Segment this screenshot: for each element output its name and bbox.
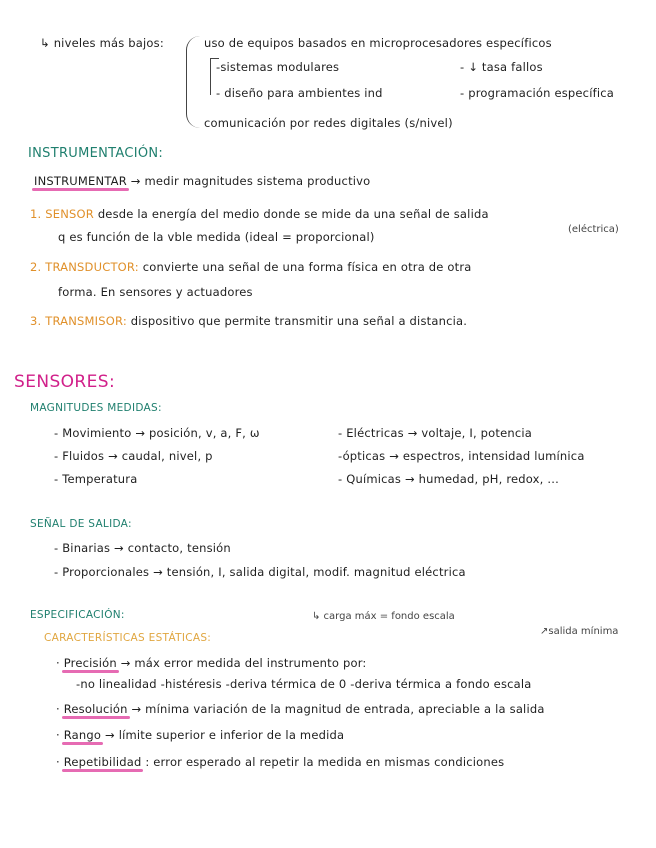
sensor-text-2: q es función de la vble medida (ideal = proporcional): [58, 230, 375, 244]
transductor-num: 2. TRANSDUCTOR:: [30, 260, 139, 274]
salida-heading: SEÑAL DE SALIDA:: [30, 518, 132, 530]
transductor-text: convierte una señal de una forma física en otra de otra: [142, 260, 472, 274]
estaticas-heading: CARACTERÍSTICAS ESTÁTICAS:: [44, 632, 212, 644]
repetibilidad-text: : error esperado al repetir la medida en mismas condiciones: [145, 755, 505, 769]
transmisor-text: dispositivo que permite transmitir una señal a distancia.: [130, 314, 468, 328]
instrumentar-text: → medir magnitudes sistema productivo: [130, 174, 371, 188]
precision-term: Precisión: [63, 656, 117, 670]
niveles-line-1: uso de equipos basados en microprocesadores específicos: [204, 36, 552, 50]
magnitud-right-3: - Químicas → humedad, pH, redox, ...: [338, 472, 559, 486]
resolucion-item: · Resolución → mínima variación de la magnitud de entrada, apreciable a la salida: [56, 702, 545, 716]
instrumentar-definition: [34, 174, 370, 188]
magnitud-right-1: - Eléctricas → voltaje, I, potencia: [338, 426, 533, 440]
magnitud-right-2: -ópticas → espectros, intensidad lumínica: [338, 449, 585, 463]
rango-text: → límite superior e inferior de la medida: [105, 728, 345, 742]
transmisor-num: 3. TRANSMISOR:: [30, 314, 127, 328]
salida-minima-note: ↗salida mínima: [540, 626, 619, 637]
instrumentacion-heading: INSTRUMENTACIÓN:: [28, 146, 164, 161]
sensor-num: 1. SENSOR: [30, 207, 94, 221]
precision-item: · Precisión → máx error medida del instrumento por:: [56, 656, 367, 670]
magnitud-left-2: - Fluidos → caudal, nivel, p: [54, 449, 213, 463]
sensor-note: (eléctrica): [568, 224, 619, 235]
magnitud-left-3: - Temperatura: [54, 472, 138, 486]
brace-bracket: [186, 36, 201, 128]
resolucion-text: → mínima variación de la magnitud de entrada, apreciable a la salida: [131, 702, 545, 716]
sensor-item: [30, 207, 489, 221]
resolucion-term: Resolución: [63, 702, 128, 716]
salida-item-1: - Binarias → contacto, tensión: [54, 541, 231, 555]
precision-sub: -no linealidad -histéresis -deriva térmica de 0 -deriva térmica a fondo escala: [76, 677, 532, 691]
salida-item-2: - Proporcionales → tensión, I, salida digital, modif. magnitud eléctrica: [54, 565, 466, 579]
precision-text: → máx error medida del instrumento por:: [120, 656, 367, 670]
transductor-item: [30, 260, 472, 274]
rango-term: Rango: [63, 728, 102, 742]
niveles-line-4: comunicación por redes digitales (s/nivel): [204, 116, 453, 130]
niveles-sub-1-right: - ↓ tasa fallos: [460, 60, 543, 74]
especificacion-heading: ESPECIFICACIÓN:: [30, 609, 125, 621]
sensor-text: desde la energía del medio donde se mide da una señal de salida: [97, 207, 489, 221]
repetibilidad-term: Repetibilidad: [63, 755, 142, 769]
sensores-heading: SENSORES:: [14, 372, 116, 392]
niveles-sub-2: - diseño para ambientes ind: [216, 86, 383, 100]
instrumentar-term: INSTRUMENTAR: [34, 174, 127, 188]
magnitud-left-1: - Movimiento → posición, v, a, F, ω: [54, 426, 260, 440]
niveles-sub-2-right: - programación específica: [460, 86, 615, 100]
carga-note: ↳ carga máx = fondo escala: [312, 611, 455, 622]
rango-item: · Rango → límite superior e inferior de la medida: [56, 728, 345, 742]
niveles-label: ↳ niveles más bajos:: [40, 36, 164, 50]
niveles-sub-1: -sistemas modulares: [216, 60, 340, 74]
transductor-text-2: forma. En sensores y actuadores: [58, 285, 253, 299]
transmisor-item: [30, 314, 467, 328]
magnitudes-heading: MAGNITUDES MEDIDAS:: [30, 402, 162, 414]
repetibilidad-item: · Repetibilidad : error esperado al repetir la medida en mismas condiciones: [56, 755, 505, 769]
